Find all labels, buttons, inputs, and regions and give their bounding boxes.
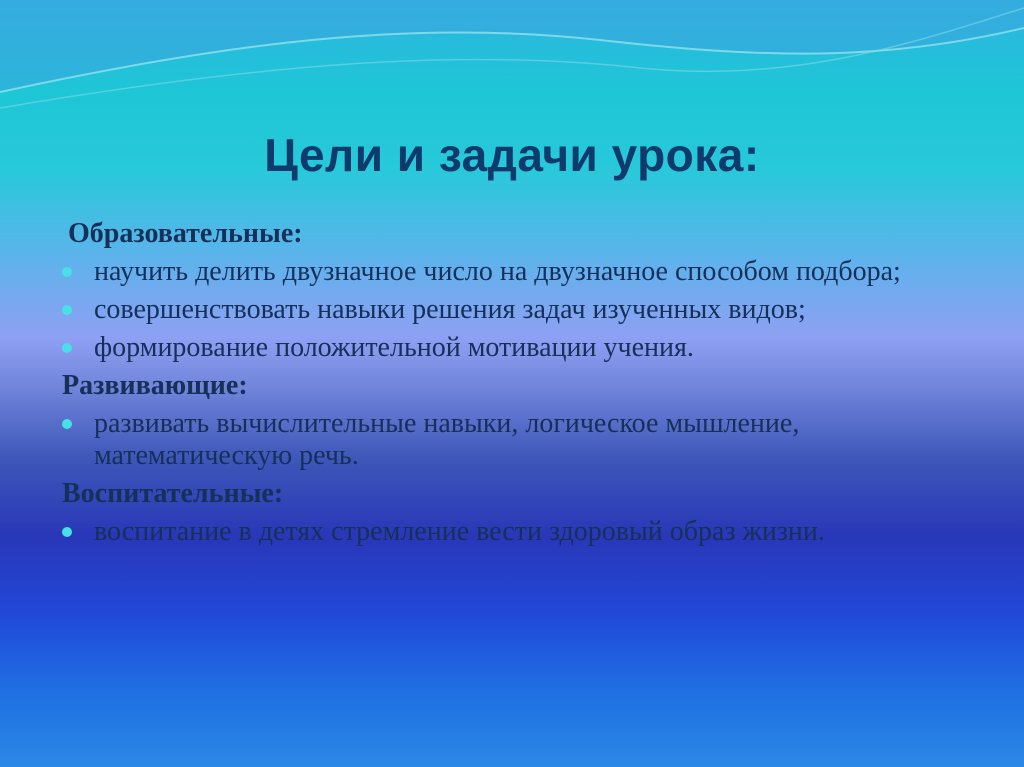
list-item-text: научить делить двузначное число на двузначное способом подбора; <box>94 256 901 287</box>
list-item-text: формирование положительной мотивации учения. <box>94 332 694 363</box>
section-heading-developing: Развивающие: <box>62 370 248 401</box>
list-item <box>62 408 962 472</box>
list-item-text: совершенствовать навыки решения задач изученных видов; <box>94 294 806 325</box>
slide-content <box>62 218 962 554</box>
list-item <box>62 294 962 326</box>
bullet-icon <box>62 527 72 537</box>
list-item <box>62 516 962 548</box>
bullet-icon <box>62 267 72 277</box>
section-heading-educational: Образовательные: <box>68 218 303 249</box>
slide-title: Цели и задачи урока: <box>264 129 760 181</box>
list-item <box>62 332 962 364</box>
list-item-text: развивать вычислительные навыки, логическое мышление, математическую речь. <box>94 408 800 471</box>
list-item <box>62 256 962 288</box>
bullet-icon <box>62 305 72 315</box>
section-heading-upbringing: Воспитательные: <box>62 478 284 509</box>
bullet-icon <box>62 343 72 353</box>
bullet-icon <box>62 419 72 429</box>
list-item-text: воспитание в детях стремление вести здоровый образ жизни. <box>94 516 825 547</box>
